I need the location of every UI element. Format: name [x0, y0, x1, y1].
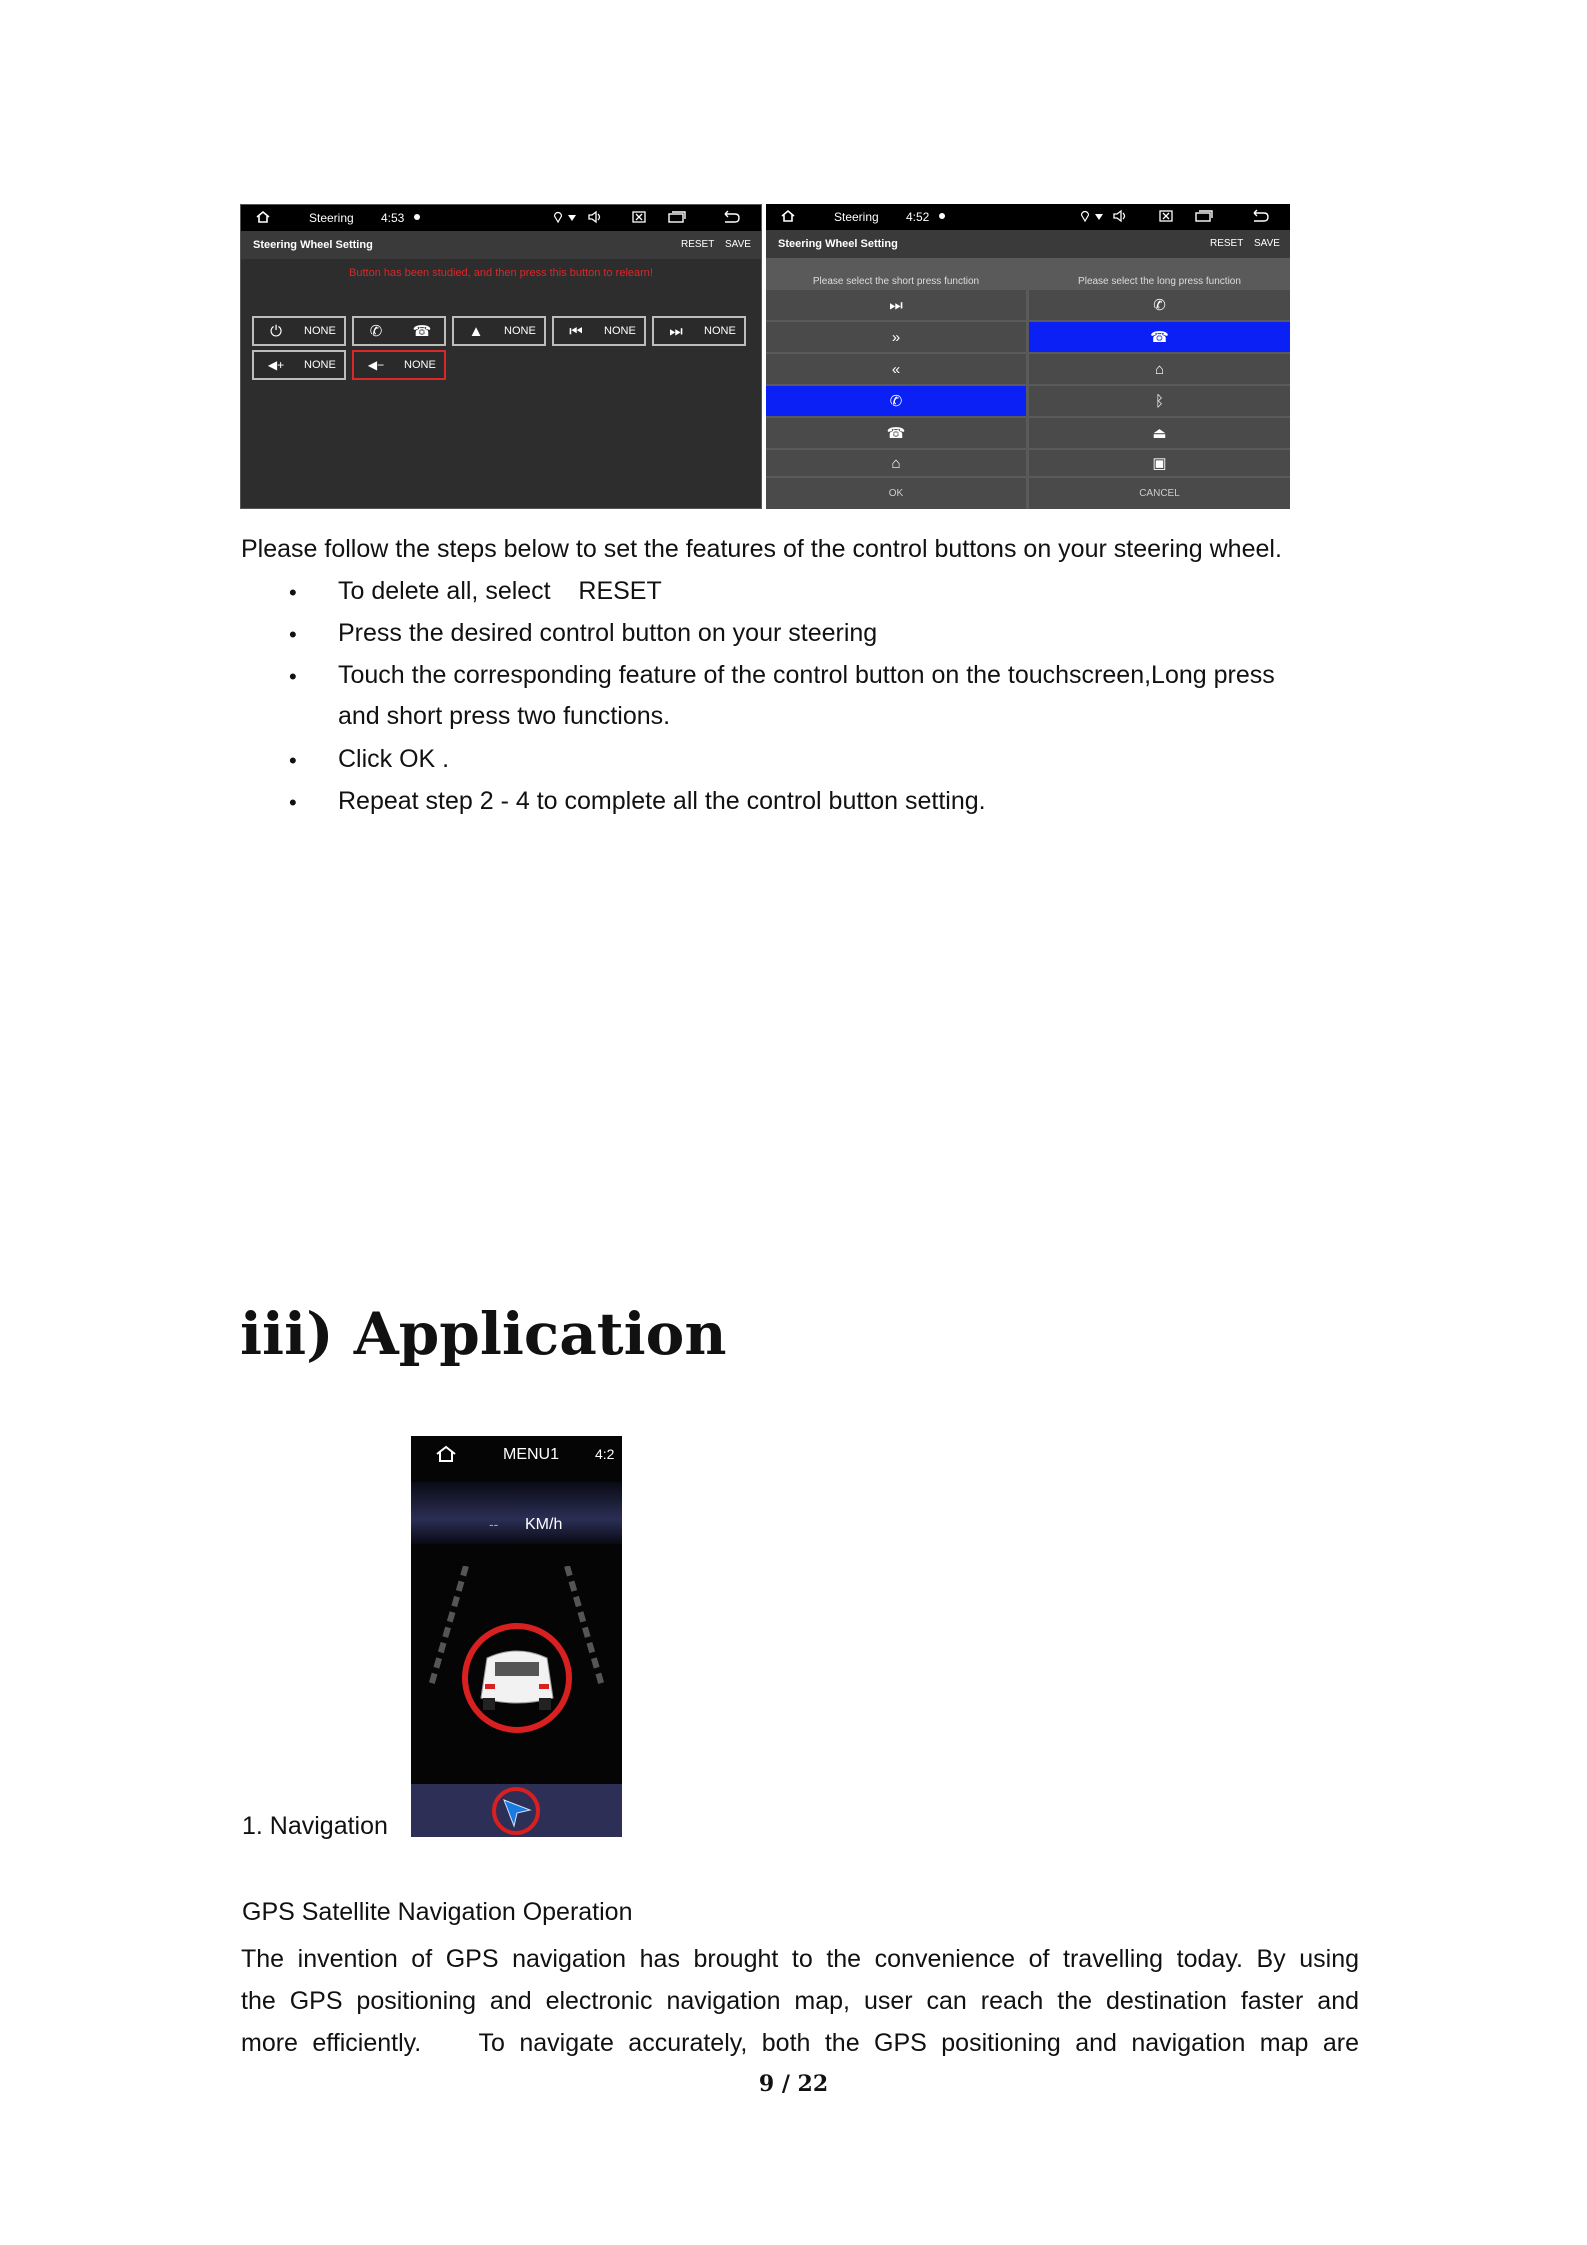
home-icon: ⌂ [1154, 360, 1165, 378]
step-3-cont: and short press two functions. [338, 702, 671, 730]
hangup-icon: ☎ [1150, 329, 1169, 346]
key-volume-down[interactable] [352, 350, 446, 380]
power-icon: ⏻ [270, 322, 282, 340]
steering-screenshot-learn [240, 204, 762, 509]
screen-title: Steering Wheel Setting [253, 239, 373, 251]
long-option-eject[interactable] [1029, 418, 1290, 448]
long-option-radio[interactable] [1029, 450, 1290, 476]
home-icon[interactable] [780, 209, 796, 223]
status-bar [241, 205, 761, 231]
speed-unit: KM/h [525, 1516, 563, 1533]
long-option-bluetooth[interactable] [1029, 386, 1290, 416]
next-track-icon: ⏭ [889, 296, 903, 314]
location-icon [553, 210, 563, 224]
rewind-icon: « [891, 360, 901, 378]
bullet-icon: • [289, 622, 297, 647]
title-bar [241, 231, 761, 259]
phone-icon: ✆ [369, 323, 383, 340]
bullet-icon: • [289, 748, 297, 773]
reset-button[interactable]: RESET [681, 239, 715, 250]
dot-icon [413, 210, 421, 224]
bullet-icon: • [289, 790, 297, 815]
phone-title: MENU1 [503, 1446, 560, 1463]
steering-screenshot-select [766, 204, 1290, 509]
bullet-icon: • [289, 664, 297, 689]
intro-paragraph: Please follow the steps below to set the features of the control buttons on your steering wheel. [241, 535, 1282, 563]
back-icon[interactable] [721, 210, 741, 224]
navigation-arrow-icon[interactable] [490, 1786, 542, 1836]
key-previous-label: NONE [604, 325, 636, 337]
title-bar [766, 230, 1290, 258]
hangup-icon: ☎ [886, 425, 906, 442]
status-app-name: Steering [834, 210, 879, 224]
phone-icon: ✆ [1153, 297, 1166, 314]
cancel-button[interactable]: CANCEL [1029, 478, 1290, 509]
key-next-label: NONE [704, 325, 736, 337]
reset-button[interactable]: RESET [1210, 238, 1244, 249]
volume-icon[interactable] [587, 210, 603, 224]
volume-up-icon: ◀+ [267, 358, 285, 372]
phone-icon: ✆ [889, 393, 903, 410]
short-option-fast-forward[interactable] [766, 322, 1026, 352]
home-icon: ⌂ [891, 454, 901, 472]
long-option-phone[interactable] [1029, 290, 1290, 320]
key-navigation[interactable] [452, 316, 546, 346]
status-time: 4:53 [381, 211, 405, 225]
short-option-rewind[interactable] [766, 354, 1026, 384]
volume-icon[interactable] [1112, 209, 1128, 223]
step-5: Repeat step 2 - 4 to complete all the control button setting. [338, 787, 986, 815]
close-icon[interactable] [1158, 209, 1174, 223]
long-option-hangup[interactable] [1029, 322, 1290, 352]
volume-down-icon: ◀− [367, 358, 385, 372]
step-1: To delete all, select RESET [338, 577, 662, 605]
phone-time: 4:2 [595, 1446, 615, 1462]
navigation-label: 1. Navigation [242, 1812, 388, 1840]
status-bar [766, 204, 1290, 230]
bullet-icon: • [289, 580, 297, 605]
key-phone[interactable] [352, 316, 446, 346]
short-option-next-track[interactable] [766, 290, 1026, 320]
navigation-icon: ▲ [468, 322, 484, 340]
key-power[interactable] [252, 316, 346, 346]
screen-title: Steering Wheel Setting [778, 238, 898, 250]
speed-value: -- [489, 1516, 499, 1532]
save-button[interactable]: SAVE [1254, 238, 1280, 249]
key-navigation-label: NONE [504, 325, 536, 337]
short-option-hangup[interactable] [766, 418, 1026, 448]
section-heading: iii) Application [240, 1300, 727, 1368]
step-2: Press the desired control button on your steering [338, 619, 878, 647]
gps-title: GPS Satellite Navigation Operation [242, 1898, 633, 1926]
speed-panel [411, 1482, 622, 1544]
gps-line-1: The invention of GPS navigation has brought to the convenience of travelling today. By using [241, 1945, 1359, 1973]
location-icon [1080, 209, 1090, 223]
bluetooth-icon: ᛒ [1154, 392, 1164, 410]
next-icon: ⏭ [669, 322, 683, 340]
key-power-label: NONE [304, 325, 336, 337]
home-icon[interactable] [255, 210, 271, 224]
close-icon[interactable] [631, 210, 647, 224]
key-next[interactable] [652, 316, 746, 346]
status-app-name: Steering [309, 211, 354, 225]
radio-icon: ▣ [1152, 455, 1167, 472]
back-icon[interactable] [1250, 209, 1270, 223]
short-press-heading: Please select the short press function [812, 276, 980, 287]
hangup-icon: ☎ [412, 323, 432, 340]
save-button[interactable]: SAVE [725, 239, 751, 250]
relearn-warning: Button has been studied, and then press this button to relearn! [349, 267, 653, 279]
key-volume-down-label: NONE [404, 359, 436, 371]
wifi-icon [567, 210, 577, 224]
gps-line-2: the GPS positioning and electronic navigation map, user can reach the destination faster and [241, 1987, 1359, 2015]
eject-icon: ⏏ [1152, 425, 1167, 442]
wifi-icon [1094, 209, 1104, 223]
road-illustration [411, 1566, 622, 1766]
recent-apps-icon[interactable] [1194, 209, 1214, 223]
fast-forward-icon: » [891, 328, 901, 346]
page-number: 9 / 22 [758, 2071, 829, 2097]
gps-line-3: more efficiently. To navigate accurately, both the GPS positioning and navigation map are [241, 2029, 1359, 2057]
long-press-heading: Please select the long press function [1078, 276, 1241, 287]
step-3: Touch the corresponding feature of the control button on the touchscreen,Long press [338, 661, 1275, 689]
short-option-phone[interactable] [766, 386, 1026, 416]
ok-button[interactable]: OK [766, 478, 1026, 509]
short-option-home[interactable] [766, 450, 1026, 476]
navigation-app-screenshot [411, 1436, 622, 1837]
status-time: 4:52 [906, 210, 930, 224]
key-previous[interactable] [552, 316, 646, 346]
long-option-home[interactable] [1029, 354, 1290, 384]
key-volume-up-label: NONE [304, 359, 336, 371]
recent-apps-icon[interactable] [667, 210, 687, 224]
home-icon[interactable] [435, 1444, 457, 1464]
previous-icon: ⏮ [569, 322, 583, 340]
dot-icon [938, 209, 946, 223]
key-volume-up[interactable] [252, 350, 346, 380]
step-4: Click OK . [338, 745, 450, 773]
